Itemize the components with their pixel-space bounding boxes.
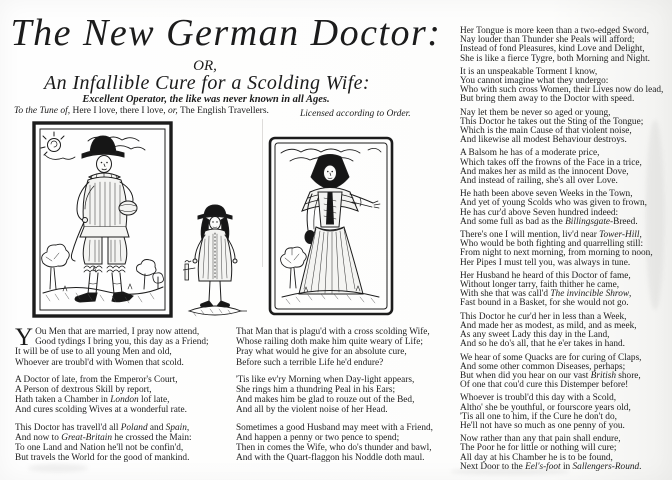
page-title: The New German Doctor: <box>10 12 442 54</box>
drop-cap: Y <box>15 324 34 351</box>
stanza <box>460 68 668 105</box>
verse-line: This Doctor he cur'd her in less than a Week, <box>460 311 627 322</box>
verse-line: 'Tis like ev'ry Morning when Day-light appears, <box>236 374 415 385</box>
verse-line: A Balsom he has of a moderate price, <box>460 148 600 159</box>
verse-line: Her Tongue is more keen than a two-edged Sword, <box>460 26 649 36</box>
verse-line: As any sweet Lady this day in the Land, <box>460 330 610 341</box>
verse-line: He'll not have so much as one penny of you. <box>460 420 625 431</box>
verse-line: Her Pipes I must tell you, was always in tune. <box>460 257 631 268</box>
verse-column-2 <box>236 327 457 470</box>
verse-line: And yet of young Scolds who was given to frown, <box>460 198 647 209</box>
verse-line: Hath taken a Chamber in London lof late, <box>15 395 170 406</box>
paper-fold-line <box>262 119 263 267</box>
verse-line: Nay louder than Thunder she Peals will afford; <box>460 35 635 46</box>
verse-line: And makes her as mild as the innocent Dove, <box>460 166 629 177</box>
verse-line: It is an unspeakable Torment I know, <box>460 66 598 77</box>
verse-line: Ou Men that are married, I pray now attend, <box>35 327 200 337</box>
verse-line: Then in comes the Wife, who do's thunder and bawl, <box>236 443 432 454</box>
verse-line: He hath been above seven Weeks in the Town, <box>460 189 633 200</box>
tune-line: To the Tune of, Here I love, there I love, or, The English Travellers. <box>14 106 269 116</box>
stanza <box>460 435 668 472</box>
verse-line: Which is the main Cause of that violent noise, <box>460 126 632 137</box>
verse-line: There's one I will mention, liv'd near Tower-Hill, <box>460 230 642 241</box>
verse-line: The Poor he for little or nothing will cure; <box>460 443 617 454</box>
stanza <box>460 190 668 227</box>
verse-line: She is like a fierce Tygre, both Morning and Night. <box>460 53 650 64</box>
stanza <box>460 272 668 309</box>
verse-line: Of one that cou'd cure this Distemper before! <box>460 380 629 391</box>
verse-line: And with the Quart-flaggon his Noddle doth maul. <box>236 453 425 464</box>
stanza <box>236 375 457 416</box>
stanza <box>460 354 668 391</box>
verse-line: Without longer tarry, faith thither he came, <box>460 280 620 291</box>
verse-line: Sometimes a good Husband may meet with a Friend, <box>236 422 434 433</box>
verse-line: From night to next morning, from morning to noon, <box>460 248 653 259</box>
verse-line: And makes him be glad to rouze out of the Bed, <box>236 395 415 406</box>
woodcut-man-illustration <box>32 121 173 318</box>
stanza <box>460 27 668 64</box>
woodcut-woman-illustration <box>268 136 394 316</box>
verse-line: But bring them away to the Doctor with speed. <box>460 94 635 105</box>
verse-line: Whose railing doth make him quite weary of Life; <box>236 337 423 348</box>
verse-line: And some other common Diseases, perhaps; <box>460 361 626 372</box>
verse-line: That Man that is plagu'd with a cross scolding Wife, <box>236 327 430 337</box>
woodcut-small-man-illustration <box>183 198 247 322</box>
verse-line: A Doctor of late, from the Emperor's Court, <box>15 374 178 385</box>
verse-line: He has cur'd above Seven hundred indeed: <box>460 207 619 218</box>
verse-line: But travels the World for the good of mankind. <box>15 453 190 464</box>
scan-smudge <box>28 464 88 472</box>
verse-line: This Doctor he takes out the Sting of the Tongue; <box>460 116 644 127</box>
scan-smudge <box>646 120 664 310</box>
or-label: OR, <box>193 58 217 74</box>
stanza <box>460 231 668 268</box>
verse-line: Her Husband he heard of this Doctor of fame, <box>460 270 631 281</box>
verse-line: Fast bound in a Basket, for she would not go. <box>460 298 629 309</box>
verse-column-3 <box>460 27 668 476</box>
scan-smudge <box>450 468 570 475</box>
verse-line: Good tydings I bring you, this day as a Friend; <box>35 337 209 348</box>
license-line: Licensed according to Order. <box>300 109 411 119</box>
stanza <box>236 423 457 464</box>
verse-line: Instead of fond Pleasures, kind Love and Delight, <box>460 44 645 55</box>
stanza <box>15 375 231 416</box>
verse-line: 'Tis all one to him, if the Cure he don't do, <box>460 411 617 422</box>
verse-line: Nay let them be never so aged or young, <box>460 107 611 118</box>
verse-line: It will be of use to all young Men and old, <box>15 347 172 358</box>
verse-line: And so he do's all, that he e'er takes in hand. <box>460 339 625 350</box>
stanza <box>236 327 457 368</box>
verse-line: A Person of dextrous Skill by report, <box>15 385 152 396</box>
verse-line: Altho' she be youthful, or fourscore years old, <box>460 402 631 413</box>
verse-line: Before such a terrible Life he'd endure? <box>236 357 384 368</box>
verse-line: And some full as bad as the Billingsgate-Breed. <box>460 216 638 227</box>
stanza <box>460 149 668 186</box>
verse-line: And happen a penny or two pence to spend; <box>236 432 400 443</box>
verse-line: We hear of some Quacks are for curing of Claps, <box>460 352 642 363</box>
verse-line: Who would be both fighting and quarrelling still: <box>460 239 644 250</box>
verse-line: Which takes off the frowns of the Face in a trice, <box>460 157 642 168</box>
verse-line: Next Door to the Eel's-foot in Sallengers-Round. <box>460 461 642 472</box>
subtitle: An Infallible Cure for a Scolding Wife: <box>44 72 370 94</box>
verse-line: To one Land and Nation he'll not be confin'd, <box>15 443 184 454</box>
verse-line: And made her as modest, as mild, and as meek, <box>460 320 637 331</box>
verse-column-1 <box>15 324 231 470</box>
verse-line: With she that was call'd The invincible Shrow, <box>460 289 632 300</box>
stanza <box>460 313 668 350</box>
stanza <box>460 394 668 431</box>
verse-line: She rings him a thundring Peal in his Ears; <box>236 385 396 396</box>
verse-line: Whoever is troubl'd this day with a Scold, <box>460 393 617 404</box>
verse-line: Pray what would he give for an absolute cure, <box>236 347 407 358</box>
verse-line: This Doctor has travell'd all Poland and Spain, <box>15 422 190 433</box>
verse-line: But when did you hear on our vast British shore, <box>460 370 641 381</box>
tagline: Excellent Operator, the like was never known in all Ages. <box>82 94 330 105</box>
verse-line: Whoever are troubl'd with Women that scold. <box>15 357 184 368</box>
verse-line: Who with such cross Women, their Lives now do lead, <box>460 85 664 96</box>
verse-line: And cures scolding Wives at a wonderful rate. <box>15 405 187 416</box>
verse-line: And likewise all modest Behaviour destroys. <box>460 135 627 146</box>
verse-line: And instead of railing, she's all over Love. <box>460 176 618 187</box>
stanza <box>15 423 231 464</box>
verse-line: And now to Great-Britain he crossed the Main: <box>15 432 192 443</box>
verse-line: Now rather than any that pain shall endure, <box>460 434 621 445</box>
stanza <box>15 324 231 368</box>
stanza <box>460 109 668 146</box>
verse-line: You cannot imagine what they undergo: <box>460 76 609 87</box>
verse-line: And all by the violent noise of her Head. <box>236 405 388 416</box>
verse-line: All day at his Chamber he is to be found, <box>460 452 613 463</box>
